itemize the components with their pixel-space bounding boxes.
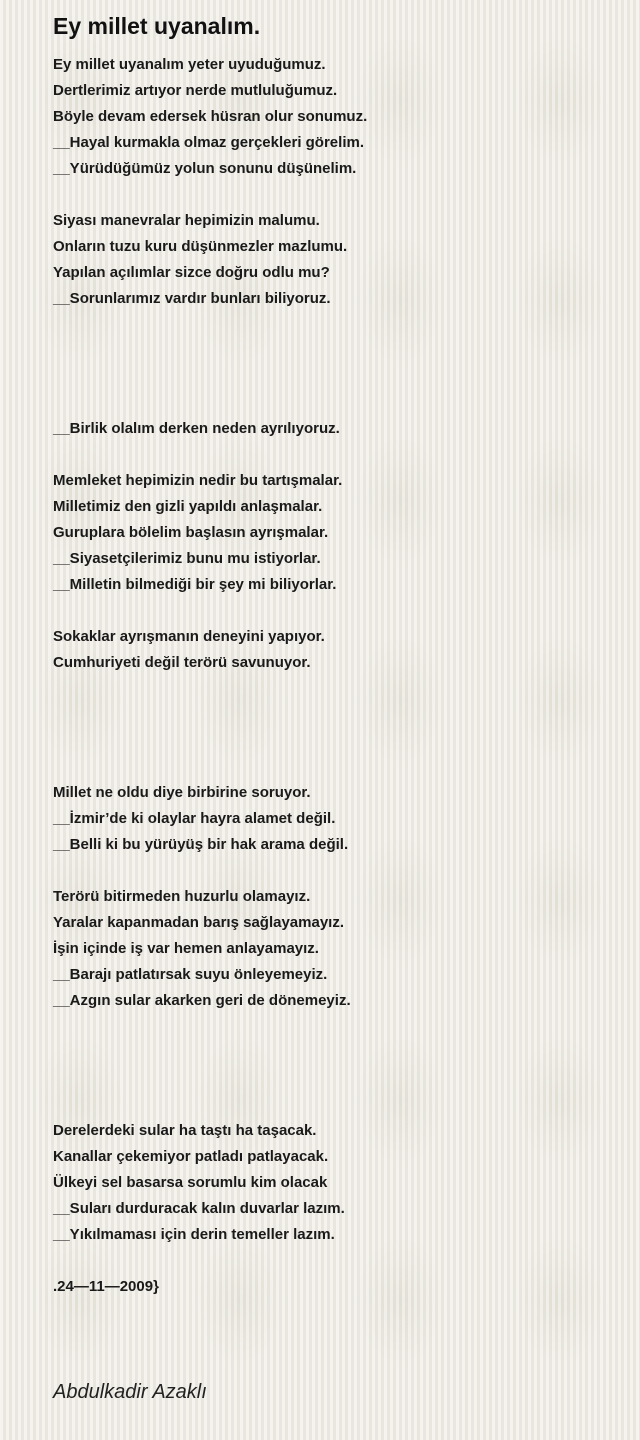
poem-line: Cumhuriyeti değil terörü savunuyor.	[53, 654, 311, 671]
poem-line: Sokaklar ayrışmanın deneyini yapıyor.	[53, 628, 325, 645]
stanza-4	[53, 468, 613, 598]
poem-line: İşin içinde iş var hemen anlayamayız.	[53, 940, 319, 957]
poem-date: .24—11—2009}	[53, 1278, 159, 1295]
poem-line: __Milletin bilmediği bir şey mi biliyorlar.	[53, 576, 337, 593]
poem-line: __Azgın sular akarken geri de dönemeyiz.	[53, 992, 351, 1009]
poem-line: Yapılan açılımlar sizce doğru odlu mu?	[53, 264, 330, 281]
poem-line: Siyası manevralar hepimizin malumu.	[53, 212, 320, 229]
poem-container	[53, 10, 613, 1300]
stanza-7	[53, 884, 613, 1014]
poem-line: Derelerdeki sular ha taştı ha taşacak.	[53, 1122, 317, 1139]
poem-line: Millet ne oldu diye birbirine soruyor.	[53, 784, 311, 801]
poem-line: __Yıkılmaması için derin temeller lazım.	[53, 1226, 335, 1243]
poem-line: Ülkeyi sel basarsa sorumlu kim olacak	[53, 1174, 328, 1191]
poem-line: __Yürüdüğümüz yolun sonunu düşünelim.	[53, 160, 357, 177]
poem-line: __Belli ki bu yürüyüş bir hak arama değil.	[53, 836, 349, 853]
poem-line: __Hayal kurmakla olmaz gerçekleri görelim.	[53, 134, 364, 151]
stanza-1	[53, 52, 613, 182]
author-name: Abdulkadir Azaklı	[53, 1381, 207, 1403]
poem-line: Böyle devam edersek hüsran olur sonumuz.	[53, 108, 368, 125]
poem-line: Kanallar çekemiyor patladı patlayacak.	[53, 1148, 329, 1165]
poem-line: Memleket hepimizin nedir bu tartışmalar.	[53, 472, 343, 489]
poem-line: Ey millet uyanalım yeter uyuduğumuz.	[53, 56, 326, 73]
poem-line: __Suları durduracak kalın duvarlar lazım.	[53, 1200, 345, 1217]
stanza-3	[53, 416, 613, 442]
poem-line: Guruplara bölelim başlasın ayrışmalar.	[53, 524, 329, 541]
stanza-6	[53, 780, 613, 858]
stanza-8	[53, 1118, 613, 1248]
poem-line: __Siyasetçilerimiz bunu mu istiyorlar.	[53, 550, 321, 567]
stanza-2	[53, 208, 613, 312]
poem-line: Milletimiz den gizli yapıldı anlaşmalar.	[53, 498, 323, 515]
poem-line: Terörü bitirmeden huzurlu olamayız.	[53, 888, 311, 905]
poem-line: Dertlerimiz artıyor nerde mutluluğumuz.	[53, 82, 338, 99]
stanza-5	[53, 624, 613, 676]
poem-line: __Barajı patlatırsak suyu önleyemeyiz.	[53, 966, 328, 983]
poem-line: __Birlik olalım derken neden ayrılıyoruz.	[53, 420, 340, 437]
poem-title: Ey millet uyanalım.	[53, 13, 261, 39]
poem-line: __Sorunlarımız vardır bunları biliyoruz.	[53, 290, 331, 307]
poem-line: Onların tuzu kuru düşünmezler mazlumu.	[53, 238, 348, 255]
poem-line: Yaralar kapanmadan barış sağlayamayız.	[53, 914, 344, 931]
poem-line: __İzmir’de ki olaylar hayra alamet değil.	[53, 810, 336, 827]
